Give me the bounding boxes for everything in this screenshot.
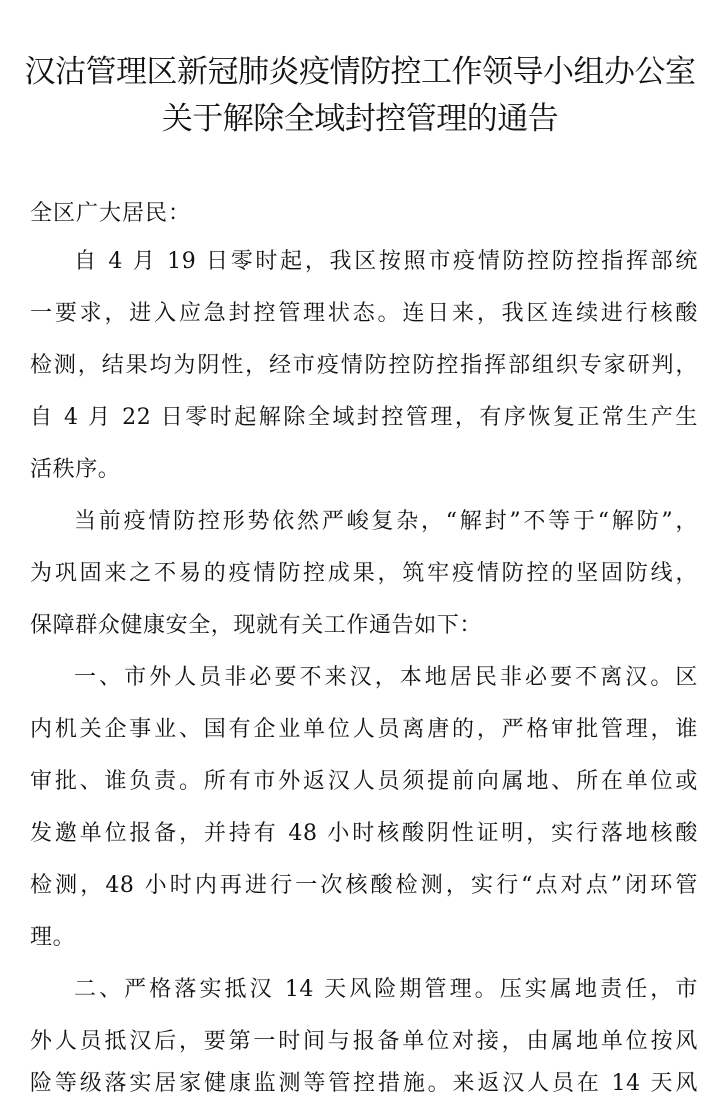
- body-line: 内机关企事业、国有企业单位人员离唐的，严格审批管理，谁: [30, 717, 698, 742]
- body-line: 险等级落实居家健康监测等管控措施。来返汉人员在 14 天风: [30, 1071, 698, 1096]
- notice-title-line-2: 关于解除全域封控管理的通告: [161, 101, 559, 137]
- body-line: 发邀单位报备，并持有 48 小时核酸阴性证明，实行落地核酸: [30, 821, 698, 846]
- salutation: 全区广大居民：: [30, 201, 192, 226]
- body-line: 二、严格落实抵汉 14 天风险期管理。压实属地责任，市: [74, 977, 698, 1002]
- body-line: 检测，48 小时内再进行一次核酸检测，实行“点对点”闭环管: [30, 873, 698, 898]
- body-line: 一要求，进入应急封控管理状态。连日来，我区连续进行核酸: [30, 301, 698, 326]
- body-line: 检测，结果均为阴性，经市疫情防控防控指挥部组织专家研判，: [30, 353, 698, 378]
- body-line: 当前疫情防控形势依然严峻复杂，“解封”不等于“解防”，: [74, 509, 698, 534]
- body-line: 一、市外人员非必要不来汉，本地居民非必要不离汉。区: [74, 665, 698, 690]
- body-line: 审批、谁负责。所有市外返汉人员须提前向属地、所在单位或: [30, 769, 698, 794]
- body-line: 保障群众健康安全，现就有关工作通告如下：: [30, 613, 483, 638]
- body-line: 为巩固来之不易的疫情防控成果，筑牢疫情防控的坚固防线，: [30, 561, 698, 586]
- notice-title-line-1: 汉沽管理区新冠肺炎疫情防控工作领导小组办公室: [24, 54, 696, 90]
- body-line: 自 4 月 19 日零时起，我区按照市疫情防控防控指挥部统: [74, 249, 698, 274]
- body-line: 外人员抵汉后，要第一时间与报备单位对接，由属地单位按风: [30, 1029, 698, 1054]
- body-line: 理。: [30, 925, 76, 950]
- body-line: 活秩序。: [30, 457, 121, 482]
- body-line: 自 4 月 22 日零时起解除全域封控管理，有序恢复正常生产生: [30, 405, 698, 430]
